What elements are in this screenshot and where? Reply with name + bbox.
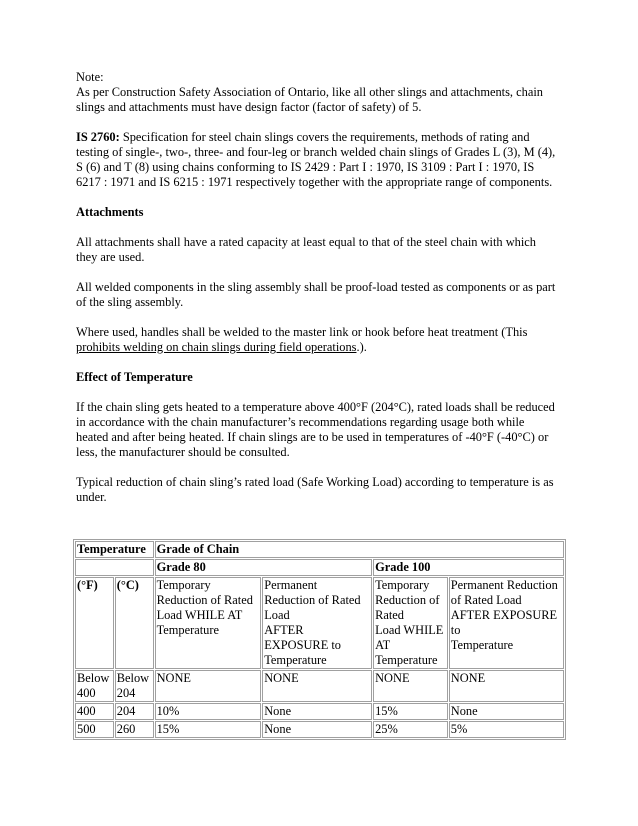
attachments-paragraph-3 <box>76 325 566 355</box>
header-celsius: (°C) <box>115 577 154 669</box>
attachments-paragraph-1 <box>76 235 566 265</box>
cell-value: NONE <box>262 670 372 702</box>
is2760-line: testing of single-, two-, three- and four-leg or branch welded chain slings of Grades L (3), M (4), <box>76 145 556 159</box>
cell-value: 15% <box>155 721 262 738</box>
attachments-heading-text: Attachments <box>76 205 144 219</box>
header-g80-temporary: Temporary Reduction of Rated Load WHILE AT Temperature <box>155 577 262 669</box>
temperature-heading-text: Effect of Temperature <box>76 370 193 384</box>
table-row <box>75 721 564 738</box>
note-label: Note: <box>76 70 104 84</box>
attachments-line: of the sling assembly. <box>76 295 184 309</box>
attachments-line: they are used. <box>76 250 145 264</box>
header-g100-temporary: Temporary Reduction of Rated Load WHILE AT Temperature <box>373 577 448 669</box>
cell-value: 10% <box>155 703 262 720</box>
cell-value: None <box>262 721 372 738</box>
header-g80-permanent: Permanent Reduction of Rated Load AFTER EXPOSURE to Temperature <box>262 577 372 669</box>
attachments-paragraph-2 <box>76 280 566 310</box>
cell-value: NONE <box>449 670 564 702</box>
note-paragraph <box>76 70 566 115</box>
cell-value: None <box>262 703 372 720</box>
cell-c: Below 204 <box>115 670 154 702</box>
cell-c: 260 <box>115 721 154 738</box>
table-subheader-row <box>75 577 564 669</box>
table-header-row <box>75 541 564 558</box>
cell-f: Below 400 <box>75 670 114 702</box>
temperature-line: in accordance with the chain manufacturer’s recommendations regarding usage both while <box>76 415 525 429</box>
cell-f: 400 <box>75 703 114 720</box>
temperature-line: heated and after being heated. If chain slings are to be used in temperatures of -40°F (-40°C) or <box>76 430 549 444</box>
attachments-line: All welded components in the sling assembly shall be proof-load tested as components or as part <box>76 280 556 294</box>
attachments-line: Where used, handles shall be welded to the master link or hook before heat treatment (This <box>76 325 528 339</box>
header-g100-permanent: Permanent Reduction of Rated Load AFTER EXPOSURE to Temperature <box>449 577 564 669</box>
note-line: As per Construction Safety Association of Ontario, like all other slings and attachments, chain <box>76 85 543 99</box>
is2760-label: IS 2760: <box>76 130 120 144</box>
is2760-line: 6217 : 1971 and IS 6215 : 1971 respectively together with the appropriate range of components. <box>76 175 553 189</box>
temperature-paragraph-1 <box>76 400 566 460</box>
temperature-line: Typical reduction of chain sling’s rated load (Safe Working Load) according to temperature is as <box>76 475 554 489</box>
cell-value: NONE <box>155 670 262 702</box>
is2760-paragraph <box>76 130 566 190</box>
temperature-line: under. <box>76 490 107 504</box>
note-line: slings and attachments must have design factor (factor of safety) of 5. <box>76 100 422 114</box>
cell-value: None <box>449 703 564 720</box>
attachments-heading <box>76 205 566 220</box>
attachments-line: All attachments shall have a rated capacity at least equal to that of the steel chain with which <box>76 235 537 249</box>
header-grade-100: Grade 100 <box>373 559 564 576</box>
temperature-paragraph-2 <box>76 475 566 505</box>
table-grade-row <box>75 559 564 576</box>
temperature-line: If the chain sling gets heated to a temperature above 400°F (204°C), rated loads shall be reduced <box>76 400 555 414</box>
cell-value: 5% <box>449 721 564 738</box>
cell-c: 204 <box>115 703 154 720</box>
header-fahrenheit: (°F) <box>75 577 114 669</box>
is2760-line: S (6) and T (8) using chains conforming to IS 2429 : Part I : 1970, IS 3109 : Part I : 1970, IS <box>76 160 535 174</box>
header-grade-80: Grade 80 <box>155 559 373 576</box>
header-temperature: Temperature <box>75 541 154 558</box>
cell-f: 500 <box>75 721 114 738</box>
temperature-line: less, the manufacturer should be consulted. <box>76 445 290 459</box>
cell-value: 25% <box>373 721 448 738</box>
is2760-line: Specification for steel chain slings covers the requirements, methods of rating and <box>119 130 530 144</box>
field-operations-link[interactable]: prohibits welding on chain slings during field operations <box>76 340 357 354</box>
table-row <box>75 703 564 720</box>
header-grade-of-chain: Grade of Chain <box>155 541 564 558</box>
temperature-reduction-table <box>73 539 566 740</box>
document-body <box>76 70 566 520</box>
table-row <box>75 670 564 702</box>
attachments-line-tail: .). <box>356 340 367 354</box>
cell-value: NONE <box>373 670 448 702</box>
empty-cell <box>75 559 154 576</box>
temperature-heading <box>76 370 566 385</box>
cell-value: 15% <box>373 703 448 720</box>
